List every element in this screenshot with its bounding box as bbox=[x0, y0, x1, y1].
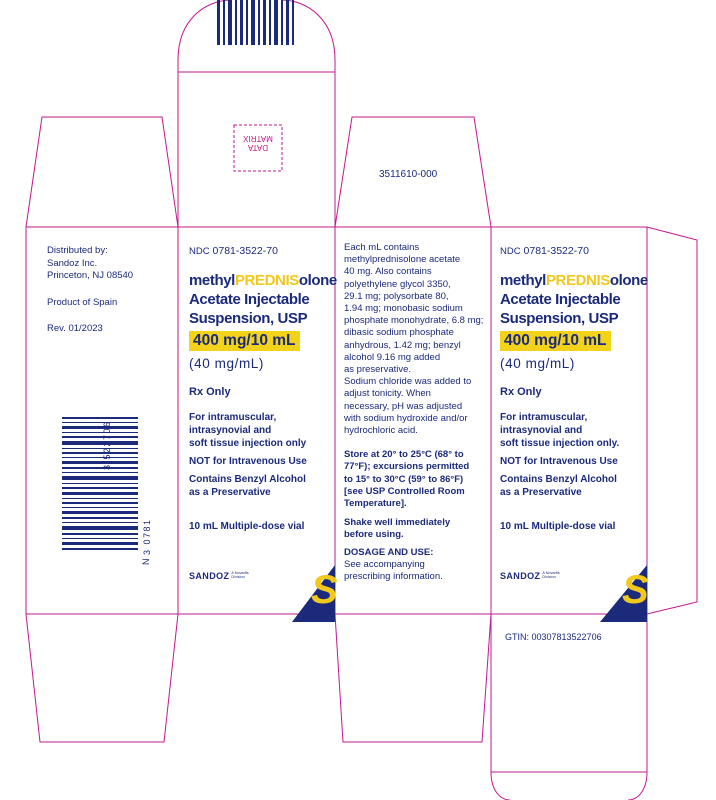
composition-line: 1.94 mg; monobasic sodium bbox=[344, 303, 463, 315]
side-panel bbox=[344, 242, 489, 583]
novartis-1-2: A Novartis bbox=[542, 570, 560, 575]
sandoz-wordmark: SANDOZ bbox=[189, 571, 230, 581]
brand-suffix-2: olone bbox=[609, 272, 648, 289]
s-logo-2: S bbox=[622, 568, 649, 612]
benzyl-2-2: as a Preservative bbox=[500, 487, 582, 498]
back-panel bbox=[500, 245, 648, 584]
route-1: For intramuscular, bbox=[189, 412, 277, 423]
barcode-digits-mid: 3 522706 bbox=[102, 420, 112, 470]
drug-form-2: Suspension, USP bbox=[189, 310, 308, 327]
composition-line: as preservative. bbox=[344, 364, 412, 376]
not-iv-2: NOT for Intravenous Use bbox=[500, 456, 618, 467]
datamatrix-line1: DATA bbox=[247, 143, 269, 152]
datamatrix-line2: MATRIX bbox=[243, 134, 273, 143]
distributor-info bbox=[47, 245, 172, 336]
dosage-title: DOSAGE AND USE: bbox=[344, 546, 434, 558]
novartis-2-2: Division bbox=[542, 574, 556, 579]
s-logo: S bbox=[311, 568, 338, 612]
company-name: Sandoz Inc. bbox=[47, 257, 98, 269]
composition-line: phosphate monohydrate, 6.8 mg; bbox=[344, 315, 484, 327]
front-panel bbox=[189, 245, 337, 584]
drug-form-1-2: Acetate Injectable bbox=[500, 291, 621, 308]
benzyl-1-2: Contains Benzyl Alcohol bbox=[500, 474, 617, 485]
ndc-line-2 bbox=[500, 245, 645, 257]
datamatrix-placeholder bbox=[240, 134, 276, 152]
storage-line: [see USP Controlled Room bbox=[344, 485, 465, 497]
revision: Rev. 01/2023 bbox=[47, 323, 103, 334]
barcode bbox=[62, 417, 138, 550]
ndc-number-2: 0781-3522-70 bbox=[523, 245, 589, 257]
route-3-2: soft tissue injection only. bbox=[500, 438, 620, 449]
composition-line: necessary, pH was adjusted bbox=[344, 400, 463, 412]
composition-line: polyethylene glycol 3350, bbox=[344, 278, 451, 290]
route-3: soft tissue injection only bbox=[189, 438, 307, 449]
brand-prefix-2: methyl bbox=[500, 272, 546, 289]
composition-line: methylprednisolone acetate bbox=[344, 254, 461, 266]
benzyl-note-2 bbox=[500, 473, 645, 499]
route-text bbox=[189, 411, 333, 450]
composition-line: anhydrous, 1.42 mg; benzyl bbox=[344, 339, 461, 351]
composition-line: with sodium hydroxide and/or bbox=[344, 412, 468, 424]
benzyl-2: as a Preservative bbox=[189, 487, 271, 498]
shake-note bbox=[344, 517, 489, 541]
strength-2: 400 mg/10 mL bbox=[500, 331, 611, 351]
composition-line: Sodium chloride was added to bbox=[344, 376, 472, 388]
drug-name bbox=[189, 271, 337, 290]
gtin: GTIN: 00307813522706 bbox=[505, 632, 602, 642]
brand-caps-2: PREDNIS bbox=[545, 272, 610, 289]
rx-only: Rx Only bbox=[189, 386, 231, 398]
strength: 400 mg/10 mL bbox=[189, 331, 300, 351]
composition-line: 29.1 mg; polysorbate 80, bbox=[344, 290, 449, 302]
ndc-label-2: NDC bbox=[500, 246, 521, 257]
sandoz-wordmark-2: SANDOZ bbox=[500, 571, 541, 581]
drug-name-2 bbox=[500, 271, 648, 290]
benzyl-1: Contains Benzyl Alcohol bbox=[189, 474, 306, 485]
composition bbox=[344, 242, 489, 437]
barcode-n: N bbox=[141, 558, 151, 565]
composition-line: adjust tonicity. When bbox=[344, 388, 431, 400]
shake-line: before using. bbox=[344, 529, 404, 541]
composition-line: 40 mg. Also contains bbox=[344, 266, 432, 278]
storage-line: Store at 20° to 25°C (68° to bbox=[344, 449, 464, 461]
ndc-label: NDC bbox=[189, 246, 210, 257]
vial-size: 10 mL Multiple-dose vial bbox=[189, 521, 305, 532]
benzyl-note bbox=[189, 473, 333, 499]
ndc-line bbox=[189, 245, 333, 257]
route-2-2: intrasynovial and bbox=[500, 425, 583, 436]
dosage-line: See accompanying bbox=[344, 558, 425, 570]
storage-line: 77°F); excursions permitted bbox=[344, 461, 470, 473]
drug-form-2-2: Suspension, USP bbox=[500, 310, 619, 327]
route-text-2 bbox=[500, 411, 645, 450]
ndc-number: 0781-3522-70 bbox=[212, 245, 278, 257]
composition-line: Each mL contains bbox=[344, 242, 420, 253]
product-code: 3511610-000 bbox=[379, 169, 438, 180]
company-city: Princeton, NJ 08540 bbox=[47, 270, 134, 281]
rx-only-2: Rx Only bbox=[500, 386, 542, 398]
vial-size-2: 10 mL Multiple-dose vial bbox=[500, 521, 616, 532]
storage-line: Temperature]. bbox=[344, 498, 407, 510]
not-iv: NOT for Intravenous Use bbox=[189, 456, 307, 467]
distributed-by-label: Distributed by: bbox=[47, 245, 108, 256]
composition-line: alcohol 9.16 mg added bbox=[344, 351, 441, 363]
novartis-1: A Novartis bbox=[231, 570, 249, 575]
concentration: (40 mg/mL) bbox=[189, 356, 265, 371]
barcode-digits-top: 3 0781 bbox=[142, 518, 152, 555]
product-origin: Product of Spain bbox=[47, 296, 118, 308]
dosage-line: prescribing information. bbox=[344, 571, 443, 583]
drug-form-1: Acetate Injectable bbox=[189, 291, 310, 308]
route-1-2: For intramuscular, bbox=[500, 412, 588, 423]
shake-line: Shake well immediately bbox=[344, 517, 451, 529]
brand-caps: PREDNIS bbox=[234, 272, 299, 289]
dosage-text bbox=[344, 559, 489, 583]
route-2: intrasynovial and bbox=[189, 425, 272, 436]
storage bbox=[344, 449, 489, 510]
composition-line: hydrochloric acid. bbox=[344, 425, 418, 437]
brand-suffix: olone bbox=[298, 272, 337, 289]
brand-prefix: methyl bbox=[189, 272, 235, 289]
composition-line: dibasic sodium phosphate bbox=[344, 327, 454, 339]
storage-line: to 15° to 30°C (59° to 86°F) bbox=[344, 473, 464, 485]
novartis-2: Division bbox=[231, 574, 245, 579]
concentration-2: (40 mg/mL) bbox=[500, 356, 576, 371]
